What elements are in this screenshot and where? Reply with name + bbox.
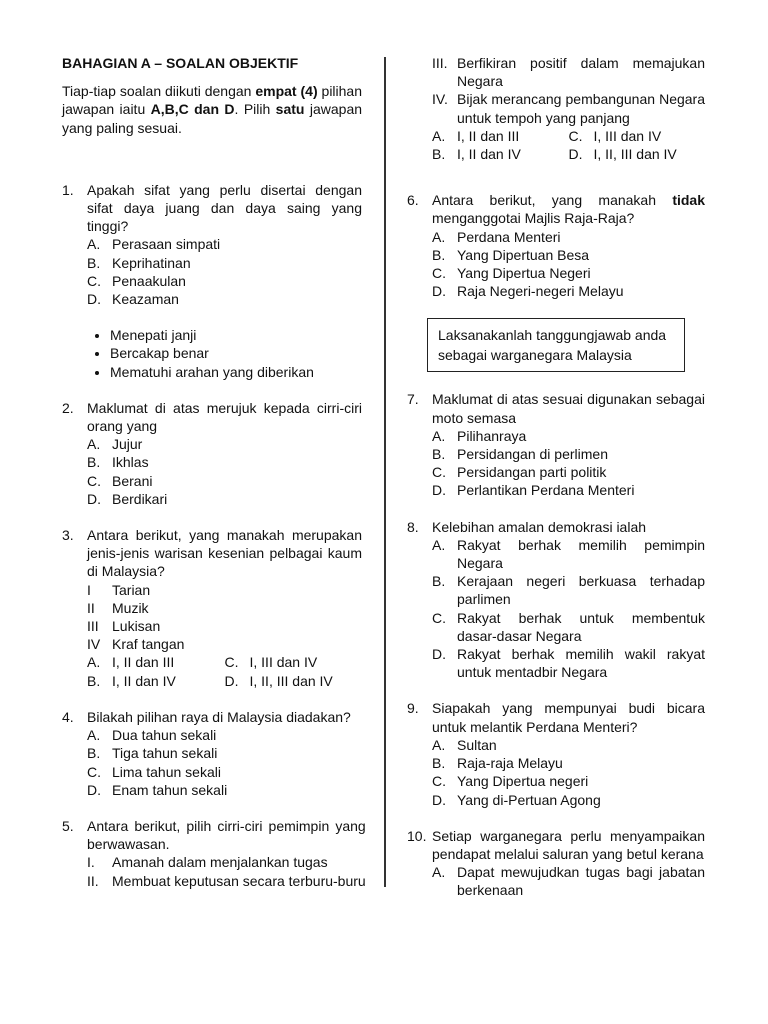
option-text: I, III dan IV	[593, 127, 662, 144]
question-stem: Siapakah yang mempunyai budi bicara untuk melantik Perdana Menteri?	[432, 700, 705, 735]
spacer	[407, 380, 705, 390]
spacer	[62, 690, 362, 708]
question-3	[62, 526, 362, 690]
roman-label: IV	[87, 636, 101, 653]
option[interactable]	[569, 145, 706, 163]
spacer	[407, 163, 705, 191]
option[interactable]	[87, 254, 362, 272]
option[interactable]	[87, 272, 362, 290]
question-number: 10.	[407, 827, 427, 844]
option[interactable]	[432, 463, 705, 481]
roman-text: Muzik	[112, 599, 149, 616]
option-text: Rakyat berhak memilih wakil rakyat untuk mentadbir Negara	[457, 646, 705, 681]
option-text: Rakyat berhak untuk membentuk dasar-dasar Negara	[457, 609, 705, 644]
option-text: Persidangan parti politik	[457, 464, 607, 481]
option[interactable]	[432, 127, 569, 145]
left-column	[62, 54, 366, 890]
option-label: D.	[568, 146, 583, 163]
option-label: A.	[432, 228, 446, 245]
option-label: D.	[224, 672, 239, 689]
option-label: D.	[87, 291, 101, 308]
question-stem: Bilakah pilihan raya di Malaysia diadakan?	[87, 708, 351, 725]
roman-item	[87, 617, 362, 635]
option-text: Berani	[112, 472, 153, 489]
option-label: A.	[432, 127, 446, 144]
option-text: Keazaman	[112, 291, 179, 308]
option[interactable]	[432, 736, 705, 754]
option[interactable]	[432, 863, 705, 899]
roman-label: II.	[87, 872, 99, 889]
option[interactable]	[432, 754, 705, 772]
spacer	[62, 137, 362, 181]
option-label: D.	[432, 646, 446, 663]
option[interactable]	[225, 672, 363, 690]
option[interactable]	[87, 781, 362, 799]
option-label: A.	[432, 427, 446, 444]
roman-text: Amanah dalam menjalankan tugas	[112, 854, 328, 871]
option-label: A.	[87, 236, 101, 253]
question-number: 9.	[407, 700, 419, 717]
option[interactable]	[432, 791, 705, 809]
option[interactable]	[569, 127, 706, 145]
option-label: C.	[87, 272, 101, 289]
option[interactable]	[432, 145, 569, 163]
roman-label: I.	[87, 854, 95, 871]
option-text: Keprihatinan	[112, 254, 191, 271]
option-label: C.	[432, 609, 446, 626]
option-label: A.	[87, 436, 101, 453]
roman-text: Bijak merancang pembangunan Negara untuk tempoh yang panjang	[457, 91, 705, 126]
option-label: B.	[432, 573, 446, 590]
question-5	[62, 817, 366, 890]
option-text: Perdana Menteri	[457, 228, 561, 245]
right-column	[407, 54, 705, 900]
option-text: Lima tahun sekali	[112, 763, 221, 780]
option-text: Dapat mewujudkan tugas bagi jabatan berkenaan	[457, 864, 705, 899]
option-label: B.	[432, 246, 446, 263]
option-label: B.	[432, 446, 446, 463]
bullet-item: • Mematuhi arahan yang diberikan	[110, 363, 362, 381]
option-text: Kerajaan negeri berkuasa terhadap parlimen	[457, 573, 705, 608]
option[interactable]	[87, 653, 225, 671]
question-stem: Antara berikut, yang manakah merupakan jenis-jenis warisan kesenian pelbagai kaum di Malaysia?	[87, 527, 362, 580]
option-label: C.	[432, 464, 446, 481]
roman-item	[87, 599, 362, 617]
option-text: Yang Dipertuan Besa	[457, 246, 590, 263]
question-5-continued	[407, 54, 705, 163]
option[interactable]	[432, 572, 705, 608]
option-text: Persidangan di perlimen	[457, 446, 608, 463]
question-stem: Kelebihan amalan demokrasi ialah	[432, 518, 647, 535]
question-number: 3.	[62, 527, 74, 544]
question-stem: Maklumat di atas sesuai digunakan sebagai moto semasa	[432, 391, 705, 426]
option[interactable]	[87, 235, 362, 253]
option-text: Tiga tahun sekali	[112, 745, 218, 762]
option-text: I, II, III dan IV	[249, 672, 333, 689]
option-text: Raja-raja Melayu	[457, 755, 563, 772]
roman-item	[87, 853, 366, 871]
option-text: I, II dan III	[112, 654, 175, 671]
option[interactable]	[432, 609, 705, 645]
option-label: A.	[87, 727, 101, 744]
roman-text: Lukisan	[112, 618, 161, 635]
question-8	[407, 518, 705, 682]
question-stem: Apakah sifat yang perlu disertai dengan sifat daya juang dan daya saing yang tinggi?	[87, 181, 362, 235]
option-text: Perlantikan Perdana Menteri	[457, 482, 635, 499]
roman-item	[432, 54, 705, 90]
roman-label: II	[87, 599, 95, 616]
bullet-item: • Bercakap benar	[110, 344, 362, 362]
option-label: B.	[87, 745, 101, 762]
option-label: D.	[432, 283, 446, 300]
option-grid	[87, 653, 362, 689]
instructions-text: . Pilih	[234, 101, 276, 118]
option[interactable]	[225, 653, 363, 671]
question-2	[62, 399, 362, 508]
question-number: 6.	[407, 192, 419, 209]
option-label: A.	[432, 736, 446, 753]
spacer	[407, 681, 705, 699]
roman-item	[432, 90, 705, 126]
spacer	[62, 799, 362, 817]
instructions	[62, 82, 362, 137]
option-label: A.	[432, 864, 446, 881]
option-text: Perasaan simpati	[112, 236, 221, 253]
option-label: C.	[224, 654, 239, 671]
option[interactable]	[87, 726, 362, 744]
column-divider	[384, 57, 386, 887]
option[interactable]	[432, 282, 705, 300]
option[interactable]	[432, 645, 705, 681]
roman-text: Membuat keputusan secara terburu-buru	[112, 872, 366, 889]
info-bullet-list	[62, 326, 362, 381]
roman-text: Berfikiran positif dalam memajukan Negara	[457, 55, 705, 90]
instructions-text: jawapan yang paling sesuai.	[62, 101, 363, 136]
option[interactable]	[432, 427, 705, 445]
option-text: I, II, III dan IV	[593, 146, 677, 163]
spacer	[407, 809, 705, 827]
question-1	[62, 181, 362, 308]
option-label: B.	[87, 672, 101, 689]
stem-text: Antara berikut, yang manakah	[432, 192, 673, 209]
spacer	[62, 308, 362, 326]
question-number: 7.	[407, 391, 419, 408]
stem-text: menganggotai Majlis Raja-Raja?	[432, 210, 635, 227]
spacer	[407, 500, 705, 518]
question-9	[407, 699, 705, 808]
question-stem: Maklumat di atas merujuk kepada cirri-ciri orang yang	[87, 399, 362, 435]
option[interactable]	[87, 744, 362, 762]
option-label: D.	[432, 791, 446, 808]
question-stem	[432, 191, 705, 227]
option-label: B.	[432, 755, 446, 772]
option[interactable]	[87, 290, 362, 308]
bullet-item: • Menepati janji	[110, 326, 362, 344]
question-number: 8.	[407, 518, 419, 535]
option-label: B.	[87, 254, 101, 271]
info-box: Laksanakanlah tanggungjawab anda sebagai warganegara Malaysia	[427, 318, 685, 372]
roman-label: IV.	[432, 91, 448, 108]
option-label: C.	[432, 265, 446, 282]
roman-item	[87, 872, 366, 890]
option-text: Sultan	[457, 736, 497, 753]
stem-bold: tidak	[672, 192, 705, 209]
option[interactable]	[87, 472, 362, 490]
option[interactable]	[87, 763, 362, 781]
option-text: I, II dan IV	[457, 146, 521, 163]
option-label: A.	[87, 654, 101, 671]
question-number: 2.	[62, 399, 74, 416]
question-stem: Setiap warganegara perlu menyampaikan pendapat melalui saluran yang betul kerana	[432, 827, 705, 862]
roman-item	[87, 635, 362, 653]
option-label: A.	[432, 536, 446, 553]
question-6	[407, 191, 705, 300]
option[interactable]	[432, 536, 705, 572]
spacer	[62, 508, 362, 526]
instructions-bold: empat (4)	[255, 83, 318, 100]
option-text: Rakyat berhak memilih pemimpin Negara	[457, 536, 705, 572]
spacer	[62, 381, 362, 399]
option-text: I, II dan III	[457, 127, 520, 144]
option[interactable]	[432, 264, 705, 282]
option-text: Enam tahun sekali	[112, 781, 228, 798]
option-text: Dua tahun sekali	[112, 727, 217, 744]
option-label: B.	[432, 146, 446, 163]
question-number: 1.	[62, 181, 74, 198]
instructions-bold: A,B,C dan D	[150, 101, 235, 118]
option-text: Yang di-Pertuan Agong	[457, 791, 601, 808]
instructions-bold: satu	[275, 101, 305, 118]
roman-text: Tarian	[112, 581, 151, 598]
option[interactable]	[432, 228, 705, 246]
option[interactable]	[432, 246, 705, 264]
instructions-text: pilihan jawapan iaitu	[62, 83, 363, 118]
option-label: C.	[87, 472, 101, 489]
option-text: Pilihanraya	[457, 427, 527, 444]
question-7	[407, 390, 705, 499]
roman-label: III	[87, 618, 99, 635]
option-label: C.	[432, 773, 446, 790]
option-label: C.	[87, 763, 101, 780]
option-label: D.	[432, 482, 446, 499]
question-stem: Antara berikut, pilih cirri-ciri pemimpin yang berwawasan.	[87, 817, 366, 853]
option[interactable]	[432, 481, 705, 499]
option[interactable]	[432, 772, 705, 790]
option[interactable]	[87, 435, 362, 453]
option-text: Raja Negeri-negeri Melayu	[457, 283, 624, 300]
option-text: Yang Dipertua Negeri	[457, 265, 591, 282]
option-text: Berdikari	[112, 490, 168, 507]
option-text: I, II dan IV	[112, 672, 176, 689]
option-label: D.	[87, 490, 101, 507]
option-text: I, III dan IV	[249, 654, 318, 671]
question-10	[407, 827, 705, 900]
roman-label: III.	[432, 55, 448, 71]
question-number: 5.	[62, 817, 74, 834]
option[interactable]	[87, 672, 225, 690]
roman-text: Kraf tangan	[112, 636, 185, 653]
question-number: 4.	[62, 708, 74, 725]
option-text: Yang Dipertua negeri	[457, 773, 589, 790]
option[interactable]	[432, 445, 705, 463]
spacer	[407, 300, 705, 318]
option-label: C.	[568, 127, 583, 144]
option[interactable]	[87, 453, 362, 471]
roman-label: I	[87, 581, 91, 598]
roman-item	[87, 581, 362, 599]
option[interactable]	[87, 490, 362, 508]
section-title: BAHAGIAN A – SOALAN OBJEKTIF	[62, 55, 299, 71]
instructions-text: Tiap-tiap soalan diikuti dengan	[62, 83, 256, 100]
option-text: Ikhlas	[112, 454, 149, 471]
question-4	[62, 708, 362, 799]
option-text: Jujur	[112, 436, 143, 453]
option-text: Penaakulan	[112, 272, 186, 289]
option-label: D.	[87, 781, 101, 798]
option-grid	[432, 127, 705, 163]
option-label: B.	[87, 454, 101, 471]
